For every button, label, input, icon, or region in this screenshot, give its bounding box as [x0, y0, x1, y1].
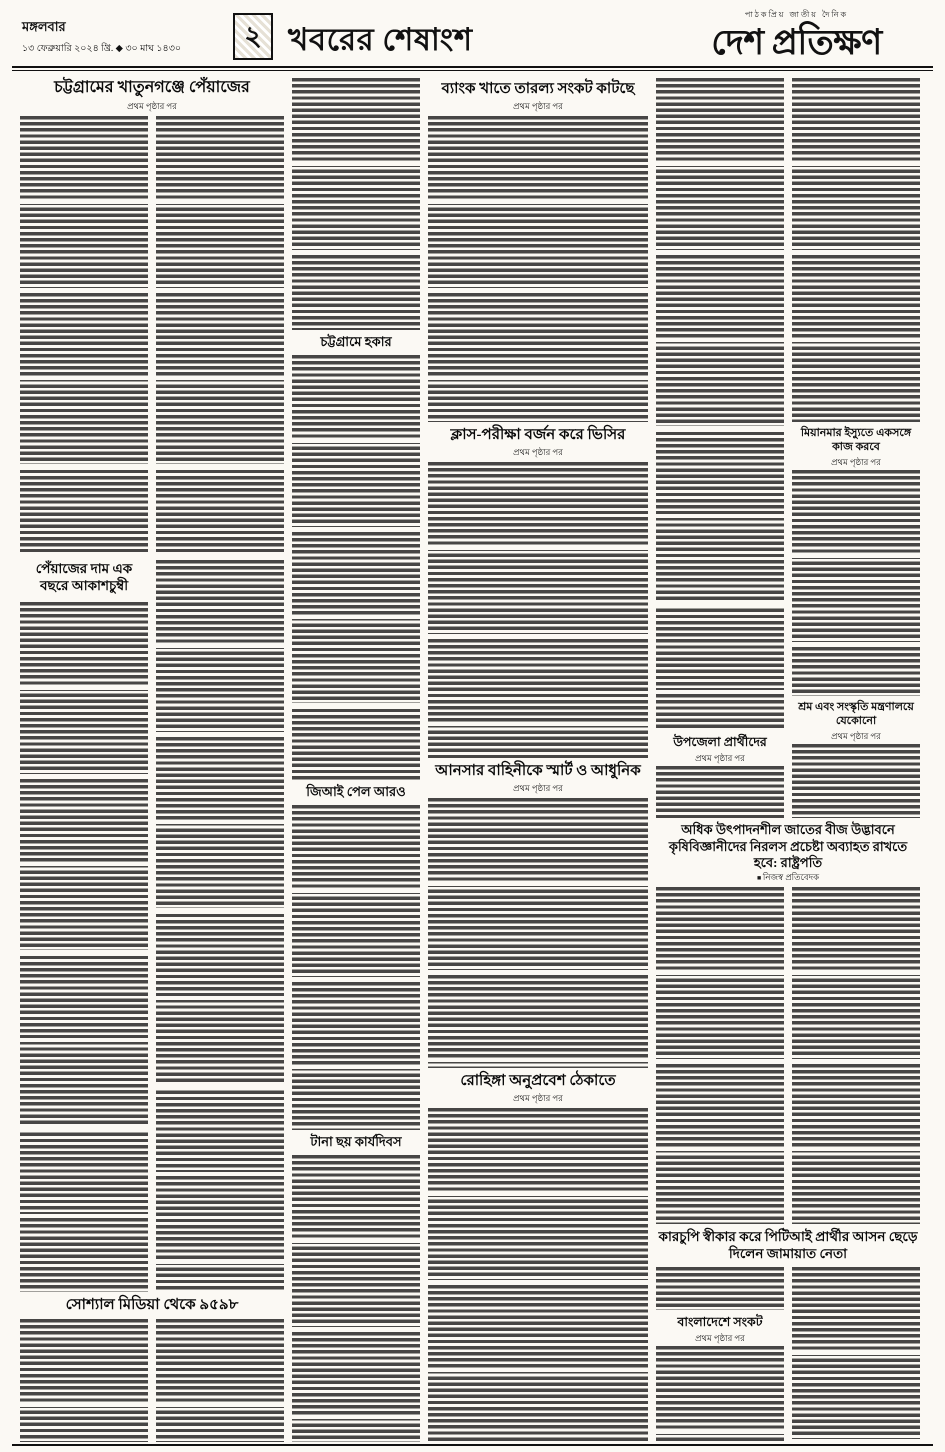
masthead-tagline: পাঠকপ্রিয় জাতীয় দৈনিক — [744, 10, 849, 19]
date-block — [22, 18, 227, 57]
article-body-text — [292, 355, 420, 780]
article-continuation-text — [292, 78, 420, 330]
headline-ansar-modern: আনসার বাহিনীকে স্মার্ট ও আধুনিক — [435, 763, 641, 779]
header-divider-thick — [12, 66, 933, 68]
header-divider-thin — [12, 70, 933, 71]
article-body-text — [20, 602, 148, 1292]
article-body-text — [656, 766, 784, 818]
article-body-text — [428, 462, 648, 758]
article-body-text — [656, 1267, 784, 1310]
headline-khatunganj-onion: চট্টগ্রামের খাতুনগঞ্জে পেঁয়াজের — [54, 79, 250, 96]
masthead — [668, 9, 925, 62]
article-body-text — [20, 1319, 148, 1442]
article-body-text — [792, 470, 920, 696]
continued-from-front-label: প্রথম পৃষ্ঠার পর — [127, 101, 177, 111]
article-body-text — [156, 116, 284, 556]
headline-myanmar-issue: মিয়ানমার ইস্যুতে একসঙ্গে কাজ করবে — [800, 427, 912, 454]
article-body-text — [156, 560, 284, 1292]
article-body-text — [792, 744, 920, 818]
article-body-text — [656, 1346, 784, 1442]
article-continuation-text — [656, 78, 784, 730]
headline-bank-liquidity: ব্যাংক খাতে তারল্য সংকট কাটছে — [441, 81, 635, 97]
continued-from-front-label: প্রথম পৃষ্ঠার পর — [695, 1333, 745, 1343]
headline-onion-price-year: পেঁয়াজের দাম এক বছরে আকাশচুম্বী — [35, 561, 133, 594]
article-body-text — [656, 887, 784, 1224]
headline-chattogram-hawker: চট্টগ্রামে হকার — [320, 334, 392, 349]
continued-from-front-label: প্রথম পৃষ্ঠার পর — [831, 731, 881, 741]
section-title: খবরের শেষাংশ — [288, 22, 473, 57]
headline-labour-culture-ministry: শ্রম এবং সংস্কৃতি মন্ত্রণালয়ে যেকোনো — [798, 701, 914, 728]
staff-reporter-label: ■ নিজস্ব প্রতিবেদক — [656, 872, 920, 882]
page-number-emblem — [233, 13, 273, 60]
continued-from-front-label: প্রথম পৃষ্ঠার পর — [513, 101, 563, 111]
headline-president-seed-research: অধিক উৎপাদনশীল জাতের বীজ উদ্ভাবনে কৃষিবিজ্ঞানীদের নিরলস প্রচেষ্টা অব্যাহত রাখতে হবে: রাষ্ট্রপতি — [668, 822, 908, 871]
headline-social-media-9598: সোশ্যাল মিডিয়া থেকে ৯৫৯৮ — [65, 1297, 239, 1313]
article-body-text — [792, 887, 920, 1224]
headline-gi-more: জিআই পেল আরও — [306, 784, 406, 799]
article-body-text — [156, 1319, 284, 1442]
article-continuation-text — [792, 78, 920, 422]
article-body-text — [20, 116, 148, 556]
article-body-text — [292, 1155, 420, 1442]
article-body-text — [292, 805, 420, 1130]
headline-pti-jamaat-seat: কারচুপি স্বীকার করে পিটিআই প্রার্থীর আসন ছেড়ে দিলেন জামায়াত নেতা — [658, 1229, 918, 1262]
continued-from-front-label: প্রথম পৃষ্ঠার পর — [695, 753, 745, 763]
headline-class-exam-boycott: ক্লাস-পরীক্ষা বর্জন করে ভিসির — [450, 427, 626, 443]
article-body-text — [428, 1108, 648, 1442]
article-body-text — [792, 1267, 920, 1442]
masthead-name: দেশ প্রতিক্ষণ — [711, 23, 882, 62]
weekday-label: মঙ্গলবার — [22, 19, 66, 34]
headline-bangladesh-crisis: বাংলাদেশে সংকট — [677, 1315, 763, 1329]
continued-from-front-label: প্রথম পৃষ্ঠার পর — [513, 1093, 563, 1103]
headline-six-working-days: টানা ছয় কার্যদিবস — [310, 1134, 402, 1149]
headline-upazila-candidates: উপজেলা প্রার্থীদের — [673, 735, 767, 749]
date-label: ১৩ ফেব্রুয়ারি ২০২৪ খ্রি. ◆ ৩০ মাঘ ১৪৩০ — [22, 44, 182, 54]
continued-from-front-label: প্রথম পৃষ্ঠার পর — [831, 457, 881, 467]
page-number: ২ — [244, 21, 262, 51]
continued-from-front-label: প্রথম পৃষ্ঠার পর — [513, 783, 563, 793]
continued-from-front-label: প্রথম পৃষ্ঠার পর — [513, 447, 563, 457]
footer-divider — [12, 1444, 933, 1446]
headline-rohingya-infiltration: রোহিঙ্গা অনুপ্রবেশ ঠেকাতে — [460, 1073, 616, 1089]
page-header — [0, 0, 945, 76]
article-body-text — [428, 798, 648, 1068]
article-body-text — [428, 116, 648, 422]
